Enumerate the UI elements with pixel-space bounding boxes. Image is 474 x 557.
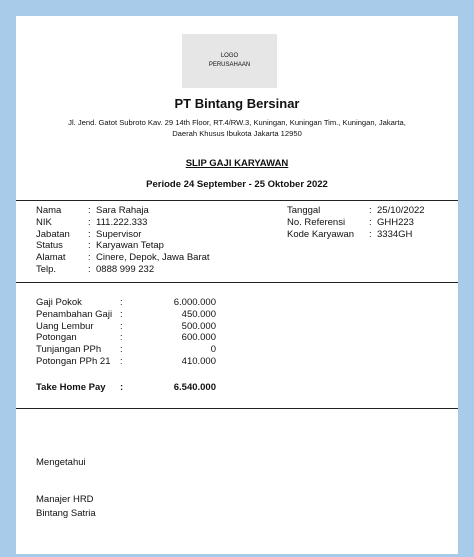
separator: : <box>120 297 123 308</box>
slip-meta <box>287 205 425 240</box>
pay-value: 450.000 <box>181 308 216 320</box>
address-line-1: Jl. Jend. Gatot Subroto Kav. 29 14th Floor, RT.4/RW.3, Kuningan, Kuningan Tim., Kuningan, Jakarta, <box>68 118 406 127</box>
employee-row <box>36 217 210 229</box>
employee-label: Nama <box>36 205 62 216</box>
employee-value: Sara Rahaja <box>96 205 149 216</box>
pay-label: Gaji Pokok <box>36 297 82 308</box>
separator: : <box>120 382 124 393</box>
pay-label: Tunjangan PPh <box>36 344 102 356</box>
separator: : <box>88 205 91 216</box>
pay-label: Penambahan Gaji <box>36 308 113 320</box>
meta-label: Kode Karyawan <box>287 228 355 240</box>
meta-label: No. Referensi <box>287 216 346 228</box>
employee-row <box>36 205 210 217</box>
pay-value: 500.000 <box>181 320 216 332</box>
separator: : <box>88 216 91 228</box>
signer-name: Bintang Satria <box>36 508 96 519</box>
pay-label: Uang Lembur <box>36 320 94 332</box>
separator: : <box>120 344 123 356</box>
separator: : <box>88 228 91 240</box>
meta-row <box>287 205 425 217</box>
company-name: PT Bintang Bersinar <box>174 96 300 111</box>
employee-value: Karyawan Tetap <box>96 240 164 252</box>
divider-middle <box>16 282 458 283</box>
employee-label: NIK <box>36 216 52 228</box>
meta-value: 25/10/2022 <box>377 205 425 216</box>
employee-value: 111.222.333 <box>96 216 148 228</box>
separator: : <box>369 205 372 216</box>
separator: : <box>120 332 123 344</box>
meta-label: Tanggal <box>287 205 321 216</box>
separator: : <box>120 355 123 367</box>
company-logo-placeholder <box>182 34 277 88</box>
pay-label: Potongan PPh 21 <box>36 355 111 367</box>
pay-breakdown <box>36 297 216 368</box>
take-home-pay-row <box>36 382 216 393</box>
pay-row <box>36 309 216 321</box>
separator: : <box>120 308 123 320</box>
employee-label: Alamat <box>36 252 66 264</box>
employee-info <box>36 205 210 276</box>
pay-row <box>36 297 216 309</box>
pay-label: Potongan <box>36 332 77 344</box>
divider-bottom <box>16 408 458 409</box>
meta-value: GHH223 <box>377 216 414 228</box>
meta-value: 3334GH <box>377 228 413 240</box>
employee-row <box>36 229 210 241</box>
take-home-pay-label: Take Home Pay <box>36 382 106 393</box>
acknowledged-label: Mengetahui <box>36 457 86 468</box>
pay-value: 6.000.000 <box>173 297 216 308</box>
address-line-2: Daerah Khusus Ibukota Jakarta 12950 <box>172 128 302 138</box>
employee-value: 0888 999 232 <box>96 263 155 275</box>
employee-label: Jabatan <box>36 228 70 240</box>
pay-row <box>36 356 216 368</box>
employee-label: Status <box>36 240 63 252</box>
logo-text-line1: LOGO <box>220 53 239 59</box>
slip-title: SLIP GAJI KARYAWAN <box>185 158 289 169</box>
pay-row <box>36 344 216 356</box>
separator: : <box>88 240 91 252</box>
separator: : <box>369 228 372 240</box>
pay-value: 410.000 <box>181 355 216 367</box>
logo-text-line2: PERUSAHAAN <box>208 62 251 68</box>
employee-value: Cinere, Depok, Jawa Barat <box>96 252 210 264</box>
pay-value: 600.000 <box>181 332 216 344</box>
employee-label: Telp. <box>36 263 57 275</box>
payslip-sheet <box>16 16 458 554</box>
slip-periode: Periode 24 September - 25 Oktober 2022 <box>146 179 328 190</box>
meta-row <box>287 217 425 229</box>
separator: : <box>88 263 91 275</box>
pay-row <box>36 321 216 333</box>
signer-role: Manajer HRD <box>36 494 94 505</box>
employee-row <box>36 240 210 252</box>
pay-value: 0 <box>210 344 216 356</box>
separator: : <box>88 252 91 264</box>
meta-row <box>287 229 425 241</box>
pay-row <box>36 332 216 344</box>
employee-value: Supervisor <box>96 228 142 240</box>
employee-row <box>36 252 210 264</box>
separator: : <box>120 320 123 332</box>
divider-top <box>16 200 458 201</box>
employee-row <box>36 264 210 276</box>
take-home-pay-value: 6.540.000 <box>173 382 216 393</box>
separator: : <box>369 216 372 228</box>
company-address <box>38 118 436 139</box>
